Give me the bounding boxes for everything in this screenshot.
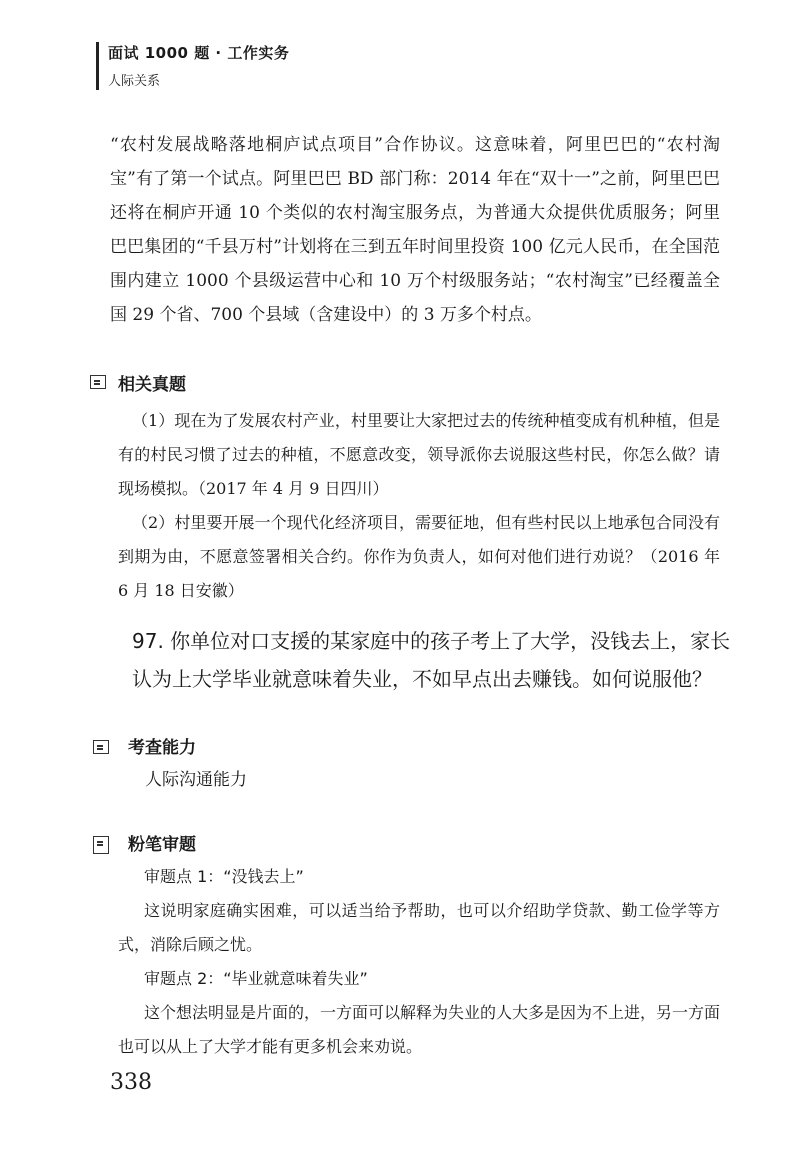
review-icon — [93, 836, 109, 854]
related-question-2: （2）村里要开展一个现代化经济项目，需要征地，但有些村民以上地承包合同没有到期为由，不愿意签署相关合约。你作为负责人，如何对他们进行劝说？（2016 年 6 月 18 日安徽） — [118, 513, 720, 600]
page-number: 338 — [110, 1070, 152, 1095]
ability-icon — [93, 740, 109, 754]
related-question-1: （1）现在为了发展农村产业，村里要让大家把过去的传统种植变成有机种植，但是有的村民习惯了过去的种植，不愿意改变，领导派你去说服这些村民，你怎么做？请现场模拟。（2017 年 4 月 9 日四川） — [118, 411, 720, 498]
header-rule — [96, 42, 99, 90]
ability-value: 人际沟通能力 — [145, 770, 247, 790]
related-questions-heading: 相关真题 — [118, 375, 186, 395]
intro-paragraph — [110, 128, 720, 332]
question-97: 97. 你单位对口支援的某家庭中的孩子考上了大学，没钱去上，家长认为上大学毕业就意味着失业，不如早点出去赚钱。如何说服他？ — [132, 629, 731, 691]
review-body — [118, 860, 720, 1064]
review-point-1-label: 审题点 1：“没钱去上” — [144, 867, 304, 886]
review-point-2-label: 审题点 2：“毕业就意味着失业” — [144, 969, 368, 988]
review-point-2-text: 这个想法明显是片面的，一方面可以解释为失业的人大多是因为不上进，另一方面也可以从上了大学才能有更多机会来劝说。 — [118, 1003, 721, 1056]
intro-text: “农村发展战略落地桐庐试点项目”合作协议。这意味着，阿里巴巴的“农村淘宝”有了第一个试点。阿里巴巴 BD 部门称：2014 年在“双十一”之前，阿里巴巴还将在桐庐开通 10 个类似的农村淘宝服务点，为普通大众提供优质服务；阿里巴巴集团的“千县万村”计划将在三到五年时间里投资 100 亿元人民币，在全国范围内建立 1000 个县级运营中心和 10 万个村级服务站；“农村淘宝”已经覆盖全国 29 个省、700 个县域（含建设中）的 3 万多个村点。 — [110, 135, 720, 325]
related-questions-list — [118, 404, 720, 608]
review-heading: 粉笔审题 — [128, 835, 196, 855]
book-title: 面试 1000 题 · 工作实务 — [108, 44, 290, 62]
review-point-1-text: 这说明家庭确实困难，可以适当给予帮助，也可以介绍助学贷款、勤工俭学等方式，消除后顾之忧。 — [118, 901, 720, 954]
related-questions-icon — [90, 375, 106, 389]
chapter-title: 人际关系 — [108, 74, 161, 89]
ability-heading: 考查能力 — [128, 738, 196, 758]
